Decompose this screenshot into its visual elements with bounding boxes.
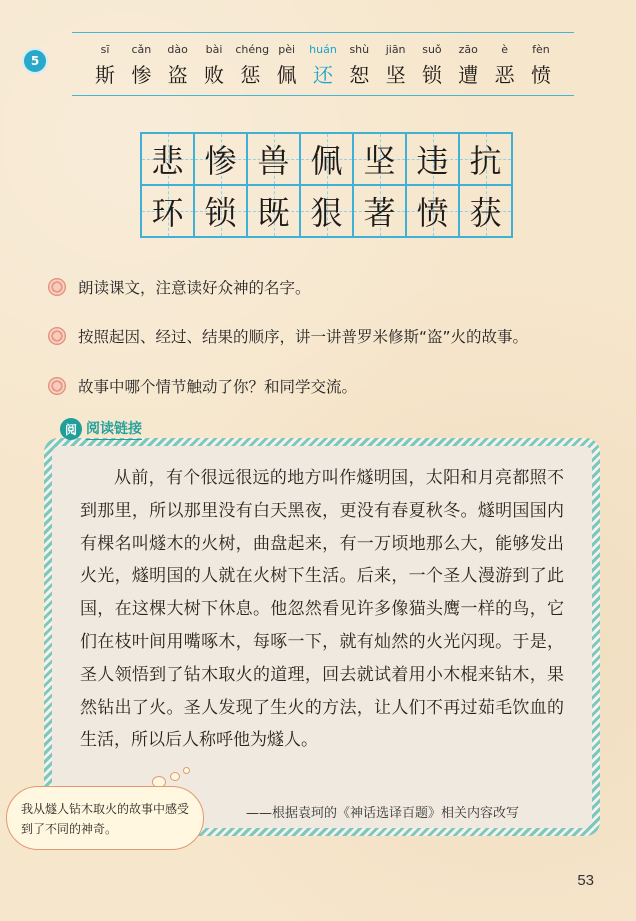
reading-link-header (60, 418, 142, 440)
character-text: 盗 (167, 63, 188, 87)
pinyin-cell (344, 33, 374, 88)
pinyin-character-band (72, 32, 574, 96)
reading-passage: 从前，有个很远很远的地方叫作燧明国，太阳和月亮都照不到那里，所以那里没有白天黑夜，更没有春夏秋冬。燧明国国内有棵名叫燧木的火树，曲盘起来，有一万顷地那么大，能够发出火光，燧明国的人就在火树下生活。后来，一个圣人漫游到了此国，在这棵大树下休息。他忽然看见许多像猫头鹰一样的鸟，它们在枝叶间用嘴啄木，每啄一下，就有灿然的火光闪现。于是，圣人领悟到了钻木取火的道理，回去就试着用小木棍来钻木，果然钻出了火。圣人发现了生火的方法，让人们不再过茹毛饮血的生活，所以后人称呼他为燧人。 (80, 468, 564, 751)
grid-cell (353, 185, 406, 237)
grid-character: 违 (416, 142, 449, 180)
exercise-item (48, 375, 357, 397)
grid-cell (459, 185, 512, 237)
source-citation: ——根据袁珂的《神话选译百题》相关内容改写 (246, 806, 520, 821)
character-text: 斯 (95, 63, 115, 87)
grid-cell (353, 133, 406, 185)
reading-link-inner (52, 446, 592, 828)
pinyin-text: cǎn (131, 43, 152, 56)
exercise-bullet-icon (48, 377, 66, 395)
pinyin-text: zāo (458, 43, 478, 56)
grid-cell (300, 185, 353, 237)
grid-cell (194, 133, 247, 185)
character-text: 遭 (458, 63, 479, 87)
exercise-item (48, 276, 311, 298)
pinyin-cell (490, 33, 520, 88)
pinyin-cell (90, 33, 120, 88)
exercise-text: 故事中哪个情节触动了你？和同学交流。 (78, 378, 358, 396)
grid-character: 惨 (204, 142, 237, 180)
thought-dot (183, 767, 190, 774)
grid-character: 抗 (469, 142, 502, 180)
pinyin-text: jiān (385, 43, 406, 56)
character-text: 恶 (494, 63, 515, 87)
pinyin-text: è (501, 43, 508, 56)
character-text: 惩 (240, 63, 261, 87)
grid-character: 悲 (151, 142, 184, 180)
thought-bubble: 我从燧人钻木取火的故事中感受到了不同的神奇。 (6, 786, 204, 850)
pinyin-cell (163, 33, 193, 88)
pinyin-cell (526, 33, 556, 88)
reading-link-title: 阅读链接 (86, 418, 142, 440)
writing-grid (140, 132, 513, 238)
pinyin-cell (235, 33, 270, 88)
pinyin-cell (126, 33, 156, 88)
exercise-item (48, 325, 528, 347)
grid-cell (247, 133, 300, 185)
character-text: 败 (203, 63, 224, 87)
grid-cell (406, 133, 459, 185)
grid-character: 佩 (310, 142, 343, 180)
character-text: 恕 (349, 63, 370, 87)
grid-cell (194, 185, 247, 237)
lesson-number-badge: 5 (24, 50, 46, 72)
grid-cell (141, 133, 194, 185)
pinyin-text: suǒ (422, 43, 442, 56)
grid-character: 坚 (363, 142, 396, 180)
pinyin-text: huán (309, 43, 337, 56)
pinyin-text: dào (167, 43, 188, 56)
pinyin-row (72, 33, 574, 88)
pinyin-text: shù (349, 43, 370, 56)
exercise-bullet-icon (48, 278, 66, 296)
pinyin-cell (453, 33, 483, 88)
character-text: 愤 (530, 63, 551, 87)
grid-cell (141, 185, 194, 237)
character-text: 坚 (385, 63, 406, 87)
grid-character: 愤 (416, 194, 449, 232)
pinyin-text: bài (205, 43, 223, 56)
character-text: 锁 (421, 63, 442, 87)
grid-cell (247, 185, 300, 237)
grid-cell (459, 133, 512, 185)
character-text: 惨 (131, 63, 152, 87)
character-text: 佩 (276, 63, 297, 87)
reading-book-icon: 阅 (60, 418, 82, 440)
grid-character: 兽 (257, 142, 290, 180)
grid-character: 既 (257, 194, 290, 232)
grid-character: 狠 (310, 194, 343, 232)
pinyin-cell (308, 33, 338, 88)
grid-character: 著 (363, 194, 396, 232)
pinyin-cell (272, 33, 302, 88)
reading-link-box (44, 438, 600, 836)
page-number: 53 (577, 872, 594, 889)
character-text: 还 (312, 63, 333, 87)
thought-dot (170, 772, 180, 781)
exercise-bullet-icon (48, 327, 66, 345)
pinyin-cell (381, 33, 411, 88)
exercise-text: 按照起因、经过、结果的顺序，讲一讲普罗米修斯“盗”火的故事。 (78, 328, 529, 346)
exercise-text: 朗读课文，注意读好众神的名字。 (78, 279, 311, 297)
pinyin-cell (417, 33, 447, 88)
grid-character: 环 (151, 194, 184, 232)
grid-cell (406, 185, 459, 237)
grid-character: 获 (469, 194, 502, 232)
pinyin-text: fèn (532, 43, 550, 56)
pinyin-cell (199, 33, 229, 88)
pinyin-text: chéng (235, 43, 270, 56)
pinyin-text: pèi (278, 43, 296, 56)
grid-character: 锁 (204, 194, 237, 232)
pinyin-text: sī (100, 43, 110, 56)
grid-cell (300, 133, 353, 185)
